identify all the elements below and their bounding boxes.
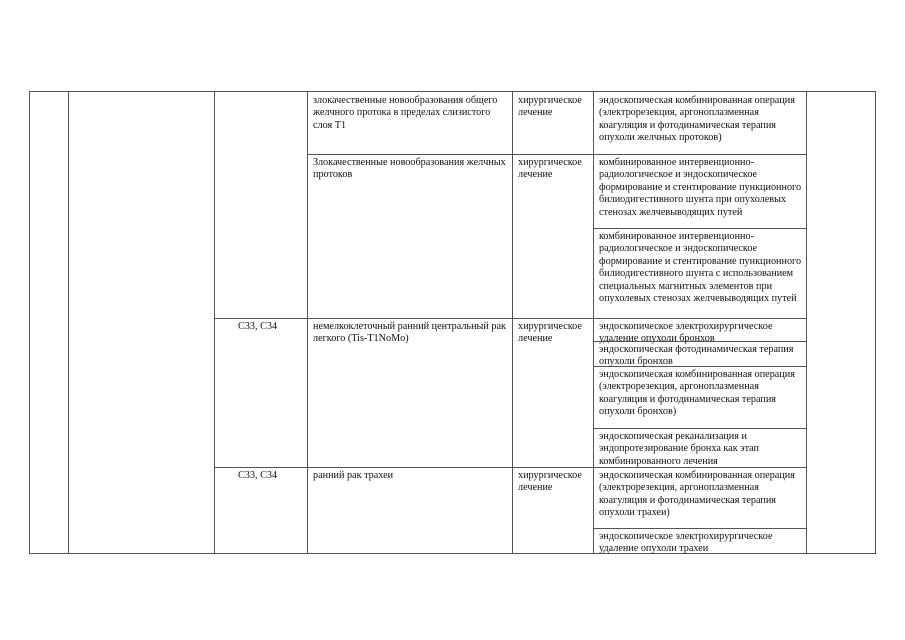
method-separator bbox=[593, 528, 806, 529]
row-separator bbox=[307, 154, 806, 155]
method-separator bbox=[593, 428, 806, 429]
diagnosis-cell: Злокачественные новообразования желчных протоков bbox=[313, 157, 506, 181]
column-divider bbox=[593, 92, 594, 553]
diagnosis-cell: ранний рак трахеи bbox=[313, 470, 394, 481]
treatment-cell: хирургическое лечение bbox=[518, 470, 582, 494]
column-divider bbox=[68, 92, 69, 553]
code-cell: C33, C34 bbox=[238, 321, 278, 332]
method-cell: эндоскопическая комбинированная операция (электрорезекция, аргоноплазменная коагуляция и фотодинамическая терапия опухоли бронхов) bbox=[599, 369, 795, 418]
row-separator bbox=[214, 318, 806, 319]
treatment-cell: хирургическое лечение bbox=[518, 321, 582, 345]
code-cell: C33, C34 bbox=[238, 470, 278, 481]
column-divider bbox=[214, 92, 215, 553]
method-cell: комбинированное интервенционно-радиологическое и эндоскопическое формирование и стентирование пункционного билиодигестивного шунта при опухолевых стенозах желчевыводящих путей bbox=[599, 157, 802, 218]
column-divider bbox=[512, 92, 513, 553]
method-cell: эндоскопическая реканализация и эндопротезирование бронха как этап комбинированного лечения bbox=[599, 431, 759, 467]
medical-procedures-table bbox=[29, 91, 876, 554]
method-cell: эндоскопическое электрохирургическое удаление опухоли трахеи bbox=[599, 531, 773, 555]
diagnosis-cell: злокачественные новообразования общего желчного протока в пределах слизистого слоя T1 bbox=[313, 95, 498, 131]
method-cell: эндоскопическое электрохирургическое удаление опухоли бронхов bbox=[599, 321, 773, 345]
treatment-cell: хирургическое лечение bbox=[518, 95, 582, 119]
treatment-cell: хирургическое лечение bbox=[518, 157, 582, 181]
method-cell: комбинированное интервенционно-радиологическое и эндоскопическое формирование и стентирование пункционного билиодигестивного шунта с использованием специальных магнитных элементов при опухолевых стенозах желчевыводящих путей bbox=[599, 231, 802, 305]
method-separator bbox=[593, 228, 806, 229]
method-cell: эндоскопическая комбинированная операция (электрорезекция, аргоноплазменная коагуляция и фотодинамическая терапия опухоли трахеи) bbox=[599, 470, 795, 519]
method-cell: эндоскопическая комбинированная операция (электрорезекция, аргоноплазменная коагуляция и фотодинамическая терапия опухоли желчных протоков) bbox=[599, 95, 795, 144]
diagnosis-cell: немелкоклеточный ранний центральный рак легкого (Tis-T1NoMo) bbox=[313, 321, 506, 345]
method-cell: эндоскопическая фотодинамическая терапия опухоли бронхов bbox=[599, 344, 794, 368]
column-divider bbox=[806, 92, 807, 553]
